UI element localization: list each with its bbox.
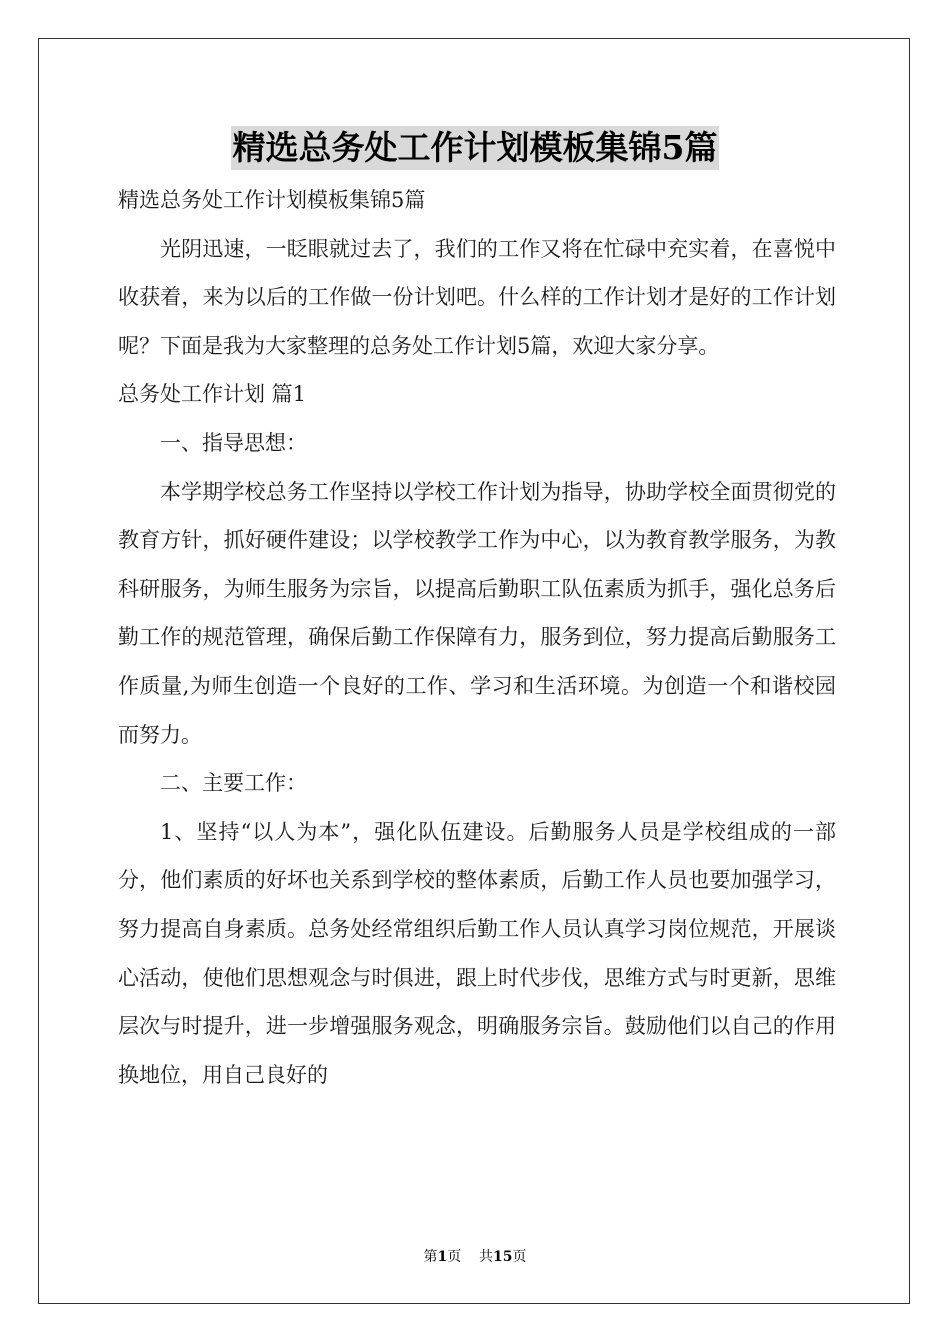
intro-paragraph: 光阴迅速，一眨眼就过去了，我们的工作又将在忙碌中充实着，在喜悦中收获着，来为以后的工作做一份计划吧。什么样的工作计划才是好的工作计划呢？下面是我为大家整理的总务处工作计划5篇，欢迎大家分享。 <box>118 236 836 358</box>
subtitle-line: 精选总务处工作计划模板集锦5篇 <box>118 188 426 212</box>
total-prefix: 共 <box>479 1249 494 1265</box>
body-paragraph: 1、坚持“以人为本”，强化队伍建设。后勤服务人员是学校组成的一部分，他们素质的好坏也关系到学校的整体素质，后勤工作人员也要加强学习，努力提高自身素质。总务处经常组织后勤工作人员认真学习岗位规范，开展谈心活动，使他们思想观念与时俱进，跟上时代步伐，思维方式与时更新，思维层次与时提升，进一步增强服务观念，明确服务宗旨。鼓励他们以自己的作用换地位，用自己良好的 <box>118 819 836 1087</box>
total-pages: 15 <box>493 1249 513 1265</box>
document-title: 精选总务处工作计划模板集锦5篇 <box>231 126 720 170</box>
document-title-block <box>0 126 950 170</box>
page-footer <box>0 1246 950 1266</box>
page-number: 1 <box>437 1249 448 1265</box>
total-suffix: 页 <box>512 1249 527 1265</box>
page-prefix: 第 <box>423 1249 438 1265</box>
body-paragraph: 本学期学校总务工作坚持以学校工作计划为指导，协助学校全面贯彻党的教育方针，抓好硬件建设；以学校教学工作为中心，以为教育教学服务，为教科研服务，为师生服务为宗旨，以提高后勤职工队伍素质为抓手，强化总务后勤工作的规范管理，确保后勤工作保障有力，服务到位，努力提高后勤服务工作质量,为师生创造一个良好的工作、学习和生活环境。为创造一个和谐校园而努力。 <box>118 479 836 747</box>
document-body <box>118 176 836 1099</box>
subheading-main-work: 二、主要工作： <box>160 771 307 796</box>
subheading-guiding-ideology: 一、指导思想： <box>160 430 307 455</box>
page-suffix: 页 <box>447 1249 462 1265</box>
section-heading: 总务处工作计划 篇1 <box>118 382 307 407</box>
